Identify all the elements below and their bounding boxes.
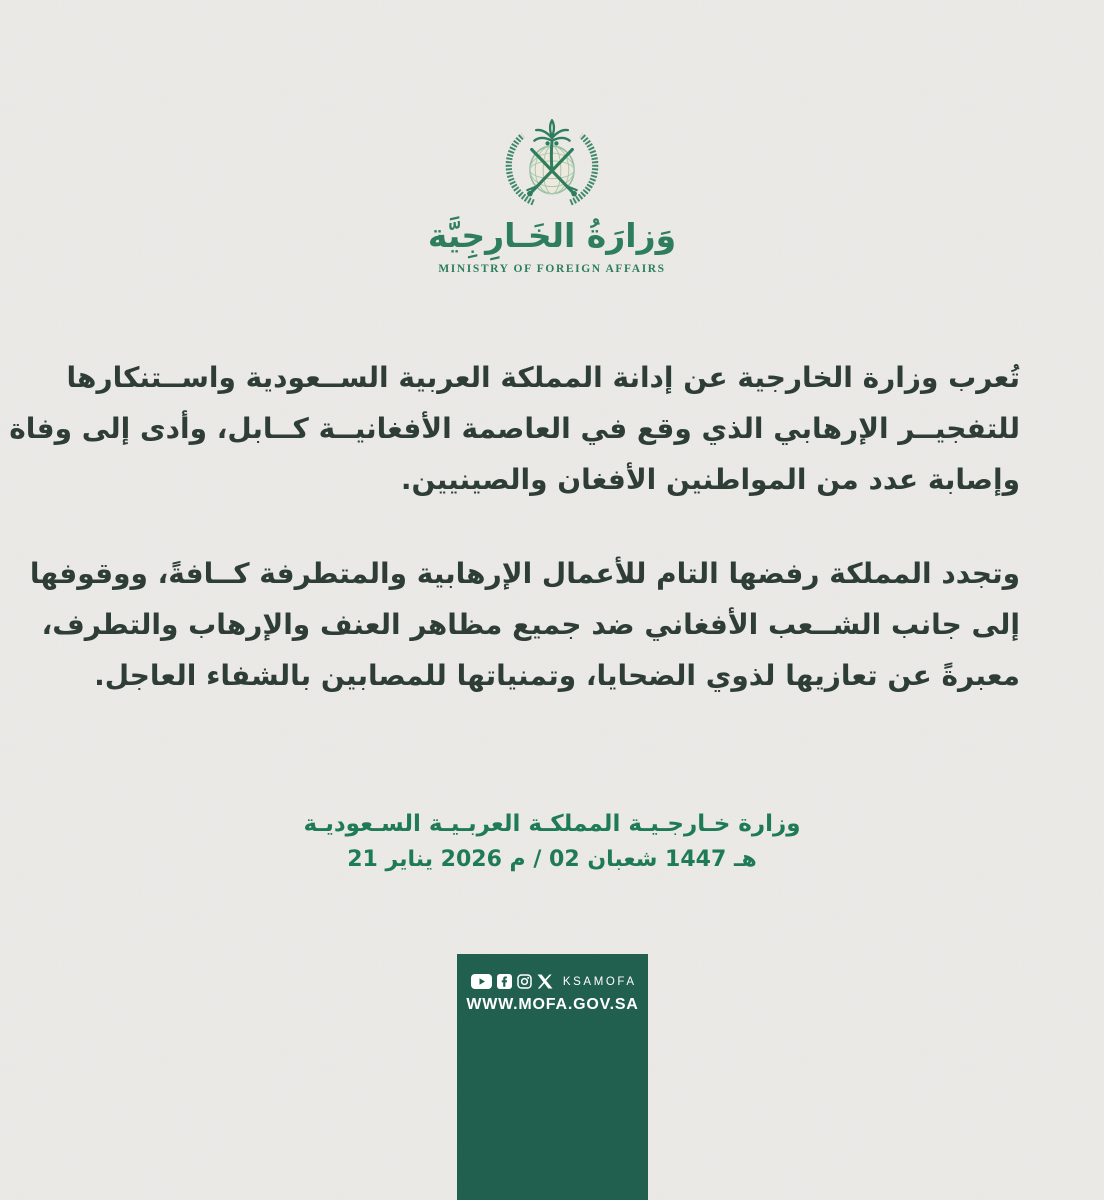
paragraph-condemnation — [9, 352, 1020, 505]
statement-line: وإصابة عدد من المواطنين الأفغان والصينيين. — [400, 463, 1020, 496]
paragraph-condolences — [29, 548, 1020, 701]
signature-org: وزارة خـارجـيـة المملكـة العربـيـة السـعوديـة — [303, 811, 801, 837]
saudi-emblem-icon — [499, 110, 605, 212]
mofa-logo — [0, 110, 1104, 275]
statement-line: وتجدد المملكة رفضها التام للأعمال الإرهابية والمتطرفة كــافةً، ووقوفها — [29, 557, 1020, 590]
footer-banner — [457, 954, 648, 1200]
x-icon[interactable] — [537, 974, 553, 989]
statement-body — [9, 352, 1020, 701]
statement-line: إلى جانب الشــعب الأفغاني ضد جميع مظاهر العنف والإرهاب والتطرف، — [41, 608, 1020, 641]
signature-date: 21 ‎يناير‎ 2026 ‎م‎ / 02 ‎شعبان‎ 1447 ‎هـ — [347, 847, 757, 872]
youtube-icon[interactable] — [471, 974, 492, 989]
statement-line: معبرةً عن تعازيها لذوي الضحايا، وتمنياتها للمصابين بالشفاء العاجل. — [94, 659, 1020, 692]
statement-line: تُعرب وزارة الخارجية عن إدانة المملكة العربية الســعودية واســتنكارها — [66, 361, 1020, 394]
social-handle: KSAMOFA — [562, 975, 637, 988]
social-icons-row — [457, 973, 648, 990]
statement-line: للتفجيــر الإرهابي الذي وقع في العاصمة الأفغانيــة كــابل، وأدى إلى وفاة — [9, 412, 1020, 445]
logo-arabic-wordmark: وَزارَةُ الخَـارِجِيَّة — [427, 216, 677, 255]
facebook-icon[interactable] — [497, 974, 512, 989]
logo-english-wordmark: MINISTRY OF FOREIGN AFFAIRS — [438, 263, 666, 275]
instagram-icon[interactable] — [517, 974, 532, 989]
signature-block — [0, 806, 1104, 877]
website-url[interactable]: WWW.MOFA.GOV.SA — [466, 996, 639, 1013]
